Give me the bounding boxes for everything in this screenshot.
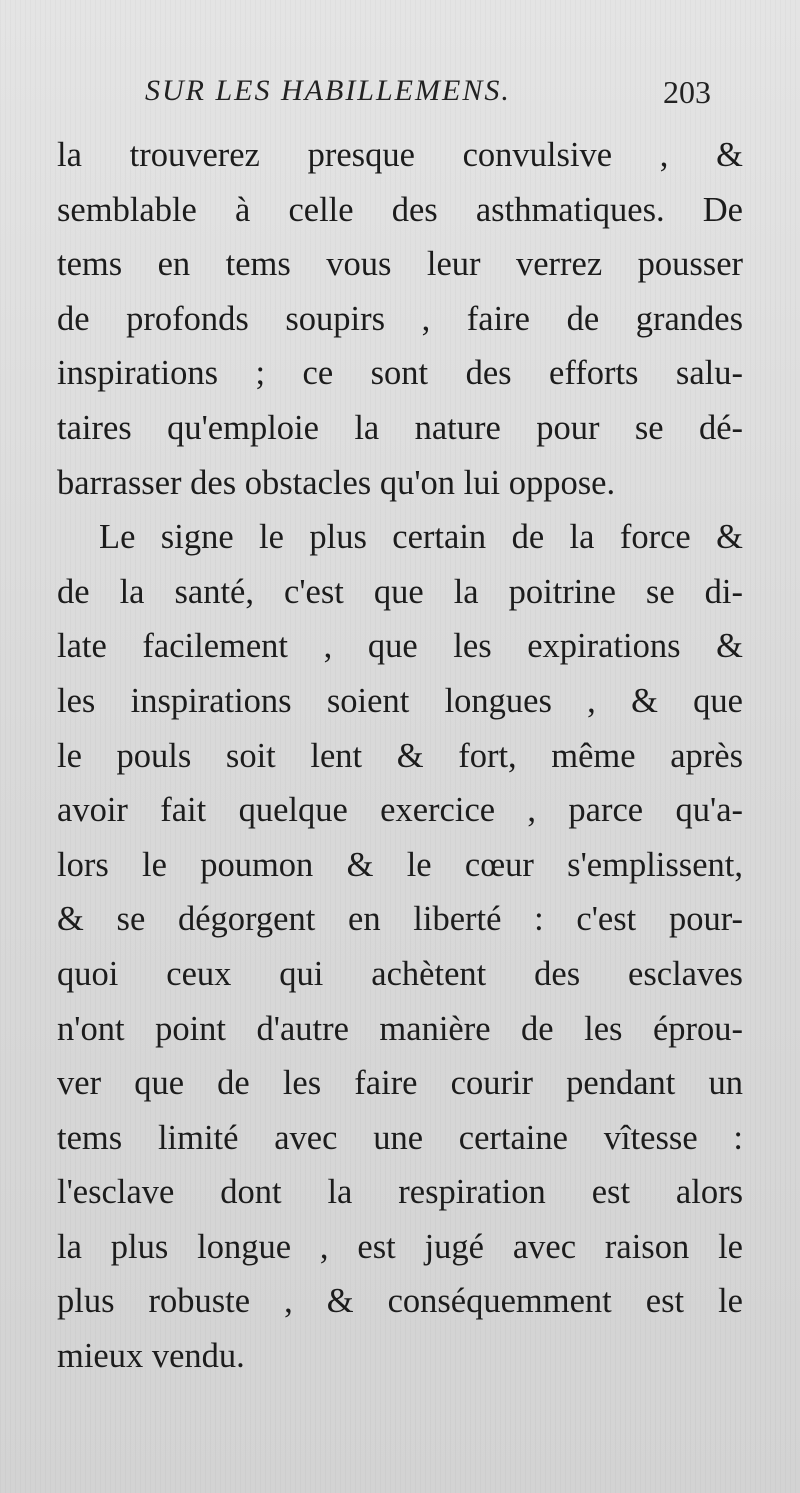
text-line: les inspirations soient longues , & que bbox=[57, 681, 743, 720]
running-title: SUR LES HABILLEMENS. bbox=[145, 74, 511, 107]
text-line: barrasser des obstacles qu'on lui oppose. bbox=[57, 463, 616, 502]
text-line: ver que de les faire courir pendant un bbox=[57, 1064, 743, 1103]
text-line: la plus longue , est jugé avec raison le bbox=[57, 1227, 743, 1266]
page-header bbox=[0, 72, 800, 116]
text-line: de la santé, c'est que la poitrine se di- bbox=[57, 572, 743, 611]
text-line: avoir fait quelque exercice , parce qu'a- bbox=[57, 791, 743, 830]
text-line: inspirations ; ce sont des efforts salu- bbox=[57, 354, 743, 393]
text-line: Le signe le plus certain de la force & bbox=[99, 518, 743, 557]
text-line: la trouverez presque convulsive , & bbox=[57, 136, 743, 174]
body-text bbox=[57, 128, 743, 1384]
text-line: n'ont point d'autre manière de les éprou- bbox=[57, 1009, 743, 1048]
text-line: mieux vendu. bbox=[57, 1337, 245, 1376]
text-line: de profonds soupirs , faire de grandes bbox=[57, 299, 743, 338]
page-number: 203 bbox=[663, 74, 711, 110]
text-line: quoi ceux qui achètent des esclaves bbox=[57, 954, 743, 993]
text-line: lors le poumon & le cœur s'emplissent, bbox=[57, 845, 743, 884]
text-line: & se dégorgent en liberté : c'est pour- bbox=[57, 900, 743, 939]
text-line: l'esclave dont la respiration est alors bbox=[57, 1173, 743, 1212]
text-line: tems en tems vous leur verrez pousser bbox=[57, 245, 743, 284]
text-line: late facilement , que les expirations & bbox=[57, 627, 743, 666]
text-line: semblable à celle des asthmatiques. De bbox=[57, 190, 743, 229]
text-line: plus robuste , & conséquemment est le bbox=[57, 1282, 743, 1321]
text-line: le pouls soit lent & fort, même après bbox=[57, 736, 743, 775]
text-line: tems limité avec une certaine vîtesse : bbox=[57, 1118, 743, 1157]
text-line: taires qu'emploie la nature pour se dé- bbox=[57, 408, 743, 447]
